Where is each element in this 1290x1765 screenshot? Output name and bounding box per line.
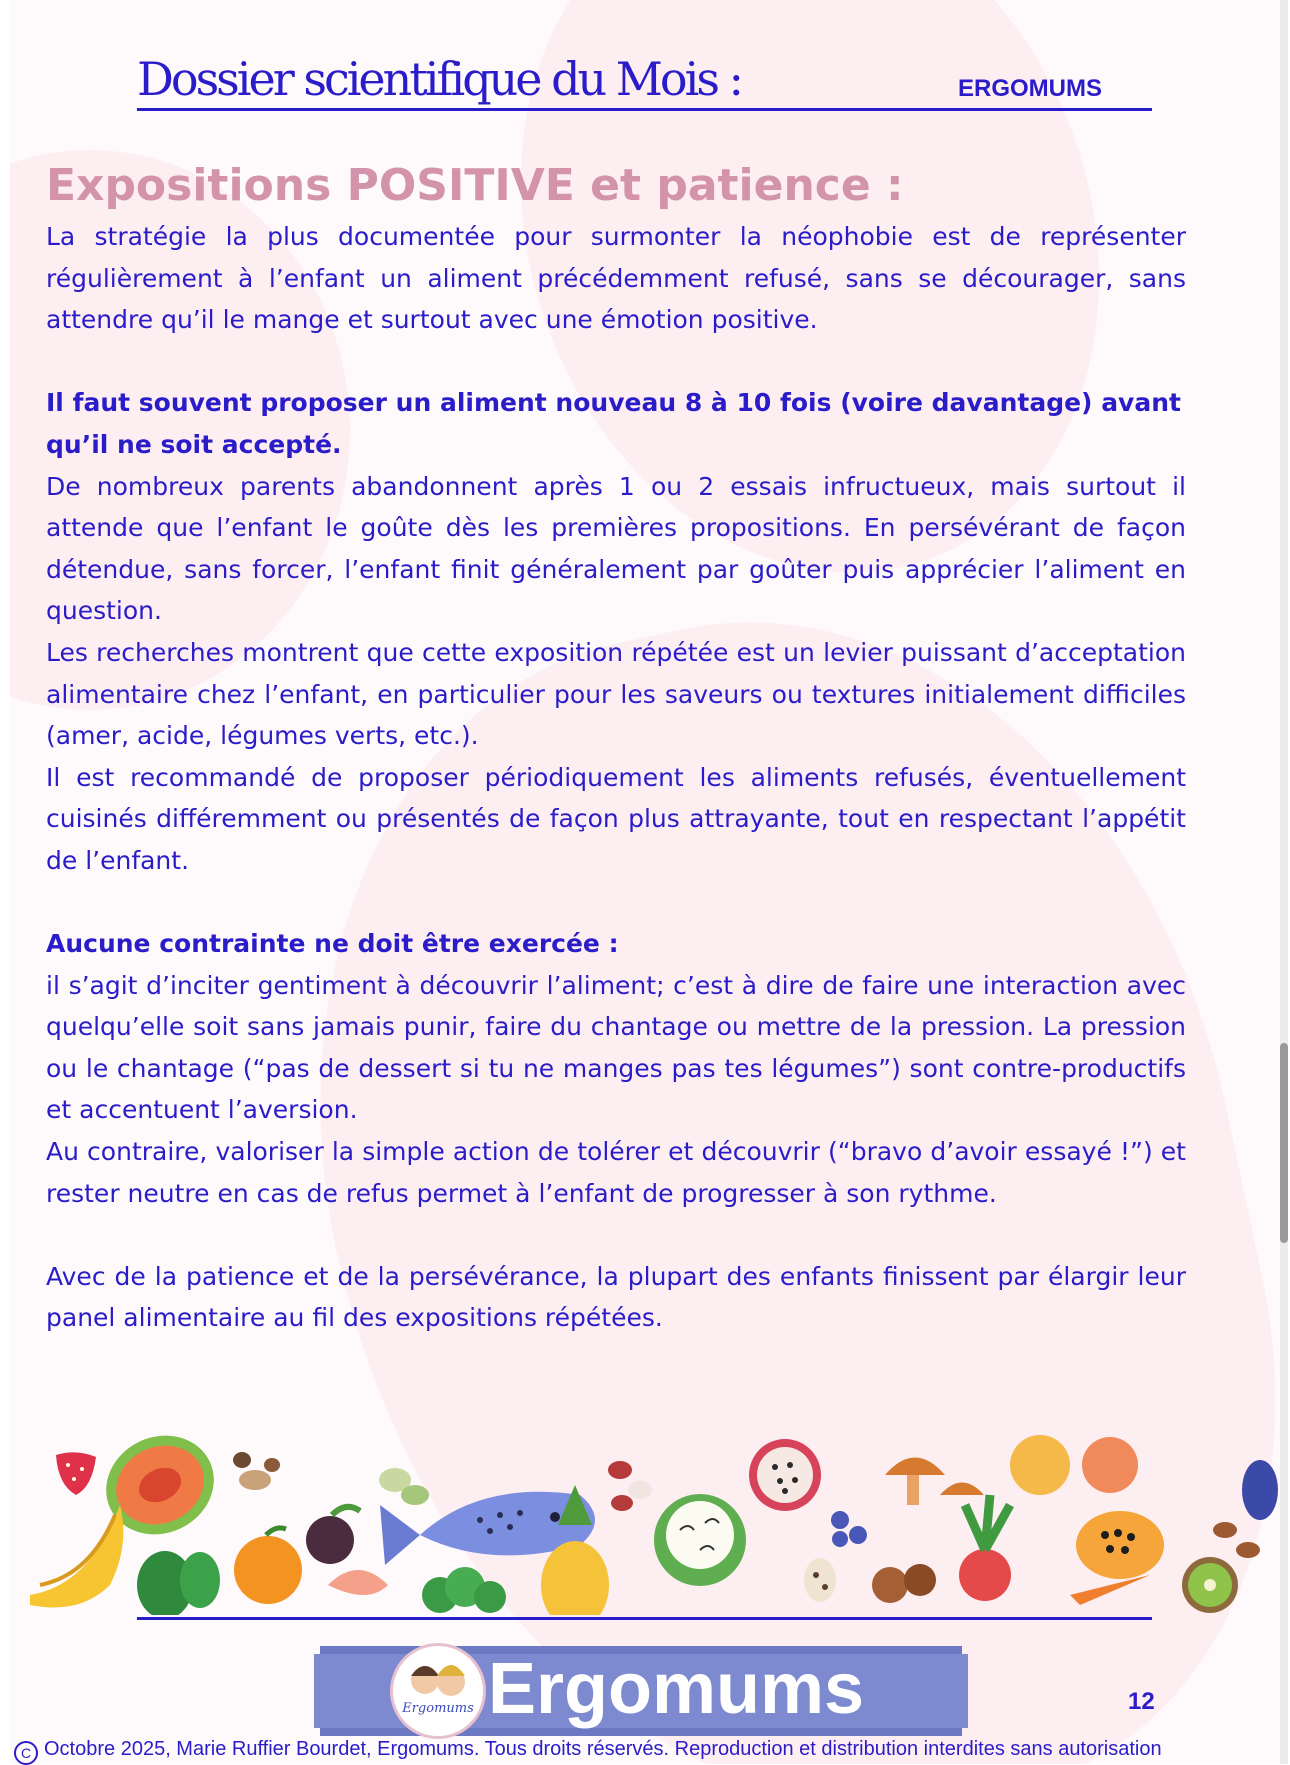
quail-egg-icon bbox=[804, 1558, 836, 1602]
broccoli-icon bbox=[422, 1567, 506, 1613]
papaya-half-icon bbox=[1076, 1511, 1164, 1579]
food-illustration-banner bbox=[10, 1435, 1280, 1615]
paragraph: il s’agit d’inciter gentiment à découvrir l’aliment; c’est à dire de faire une interaction avec quelqu’elle soit sans jamais punir, faire du chantage ou mettre de la pression. La pression ou le chantage (“pas de dessert si tu ne manges pas tes légumes”) sont contre-productifs et accentuent l’aversion. bbox=[46, 970, 1186, 1125]
hazelnut-icon bbox=[872, 1564, 936, 1603]
paragraph: Les recherches montrent que cette exposition répétée est un levier puissant d’acceptation alimentaire chez l’enfant, en particulier pour les saveurs ou textures initialement difficiles (amer, acide, légumes verts, etc.). bbox=[46, 637, 1186, 751]
spinach-icon bbox=[137, 1551, 220, 1615]
paragraph: Au contraire, valoriser la simple action de tolérer et découvrir (“bravo d’avoir essayé !”) et rester neutre en cas de refus permet à l’enfant de progresser à son rythme. bbox=[46, 1137, 1186, 1208]
beans-icon bbox=[608, 1461, 652, 1511]
page-number: 12 bbox=[1128, 1688, 1155, 1715]
mushroom-icon bbox=[885, 1458, 984, 1506]
blueberry-icon bbox=[831, 1511, 867, 1547]
scrollbar-thumb[interactable] bbox=[1280, 1043, 1288, 1243]
shrimp-icon bbox=[328, 1570, 388, 1595]
footer-divider bbox=[137, 1617, 1152, 1620]
paragraph-spacer bbox=[46, 882, 1186, 924]
peach-icon bbox=[1010, 1435, 1138, 1495]
carrot-icon bbox=[1070, 1575, 1150, 1605]
paragraph: Il est recommandé de proposer périodiquement les aliments refusés, éventuellement cuisinés différemment ou présentés de façon plus attrayante, tout en respectant l’appétit de l’enfant. bbox=[46, 762, 1186, 875]
logo-text: Ergomums bbox=[488, 1649, 865, 1729]
paragraph: Avec de la patience et de la persévérance, la plupart des enfants finissent par élargir leur panel alimentaire au fil des expositions répétées. bbox=[46, 1261, 1186, 1333]
mussel-icon bbox=[1242, 1460, 1278, 1520]
section-heading: Expositions POSITIVE et patience : bbox=[46, 160, 904, 211]
radish-icon bbox=[959, 1495, 1011, 1601]
strawberry-icon bbox=[56, 1452, 96, 1495]
nuts-icon bbox=[233, 1452, 280, 1490]
scrollbar-track[interactable] bbox=[1280, 0, 1288, 1764]
passion-fruit-icon bbox=[749, 1439, 821, 1511]
paragraph: De nombreux parents abandonnent après 1 ou 2 essais infructueux, mais surtout il attende que l’enfant le goûte dès les premières propositions. En persévérant de façon détendue, sans forcer, l’enfant finit généralement par goûter puis apprécier l’aliment en question. bbox=[46, 471, 1186, 626]
paragraph-spacer bbox=[46, 341, 1186, 383]
almond-icon bbox=[1213, 1522, 1260, 1558]
paragraph-spacer bbox=[46, 1214, 1186, 1256]
copyright-notice bbox=[14, 1738, 1162, 1765]
key-statement: Il faut souvent proposer un aliment nouveau 8 à 10 fois (voire davantage) avant qu’il ne soit accepté. bbox=[46, 388, 1181, 459]
banana-icon bbox=[30, 1505, 123, 1608]
paragraph: La stratégie la plus documentée pour surmonter la néophobie est de représenter régulièrement à l’enfant un aliment précédemment refusé, sans se décourager, sans attendre qu’il le mange et surtout avec une émotion positive. bbox=[46, 222, 1186, 335]
subheading: Aucune contrainte ne doit être exercée : bbox=[46, 929, 619, 959]
header-divider bbox=[137, 108, 1152, 111]
article-body bbox=[46, 158, 1186, 1339]
cauliflower-icon bbox=[654, 1494, 746, 1586]
svg-text:Ergomums: Ergomums bbox=[402, 1701, 474, 1716]
plum-icon bbox=[306, 1507, 360, 1564]
copyright-text: Octobre 2025, Marie Ruffier Bourdet, Ergomums. Tous droits réservés. Reproduction et distribution interdites sans autorisation bbox=[44, 1738, 1162, 1760]
header-brand: ERGOMUMS bbox=[958, 75, 1102, 102]
orange-icon bbox=[234, 1528, 302, 1604]
page-title: Dossier scientifique du Mois : bbox=[137, 52, 742, 106]
pistachio-icon bbox=[379, 1468, 429, 1505]
kiwi-icon bbox=[1182, 1557, 1238, 1613]
logo-badge bbox=[390, 1643, 486, 1739]
copyright-icon: C bbox=[14, 1741, 38, 1765]
